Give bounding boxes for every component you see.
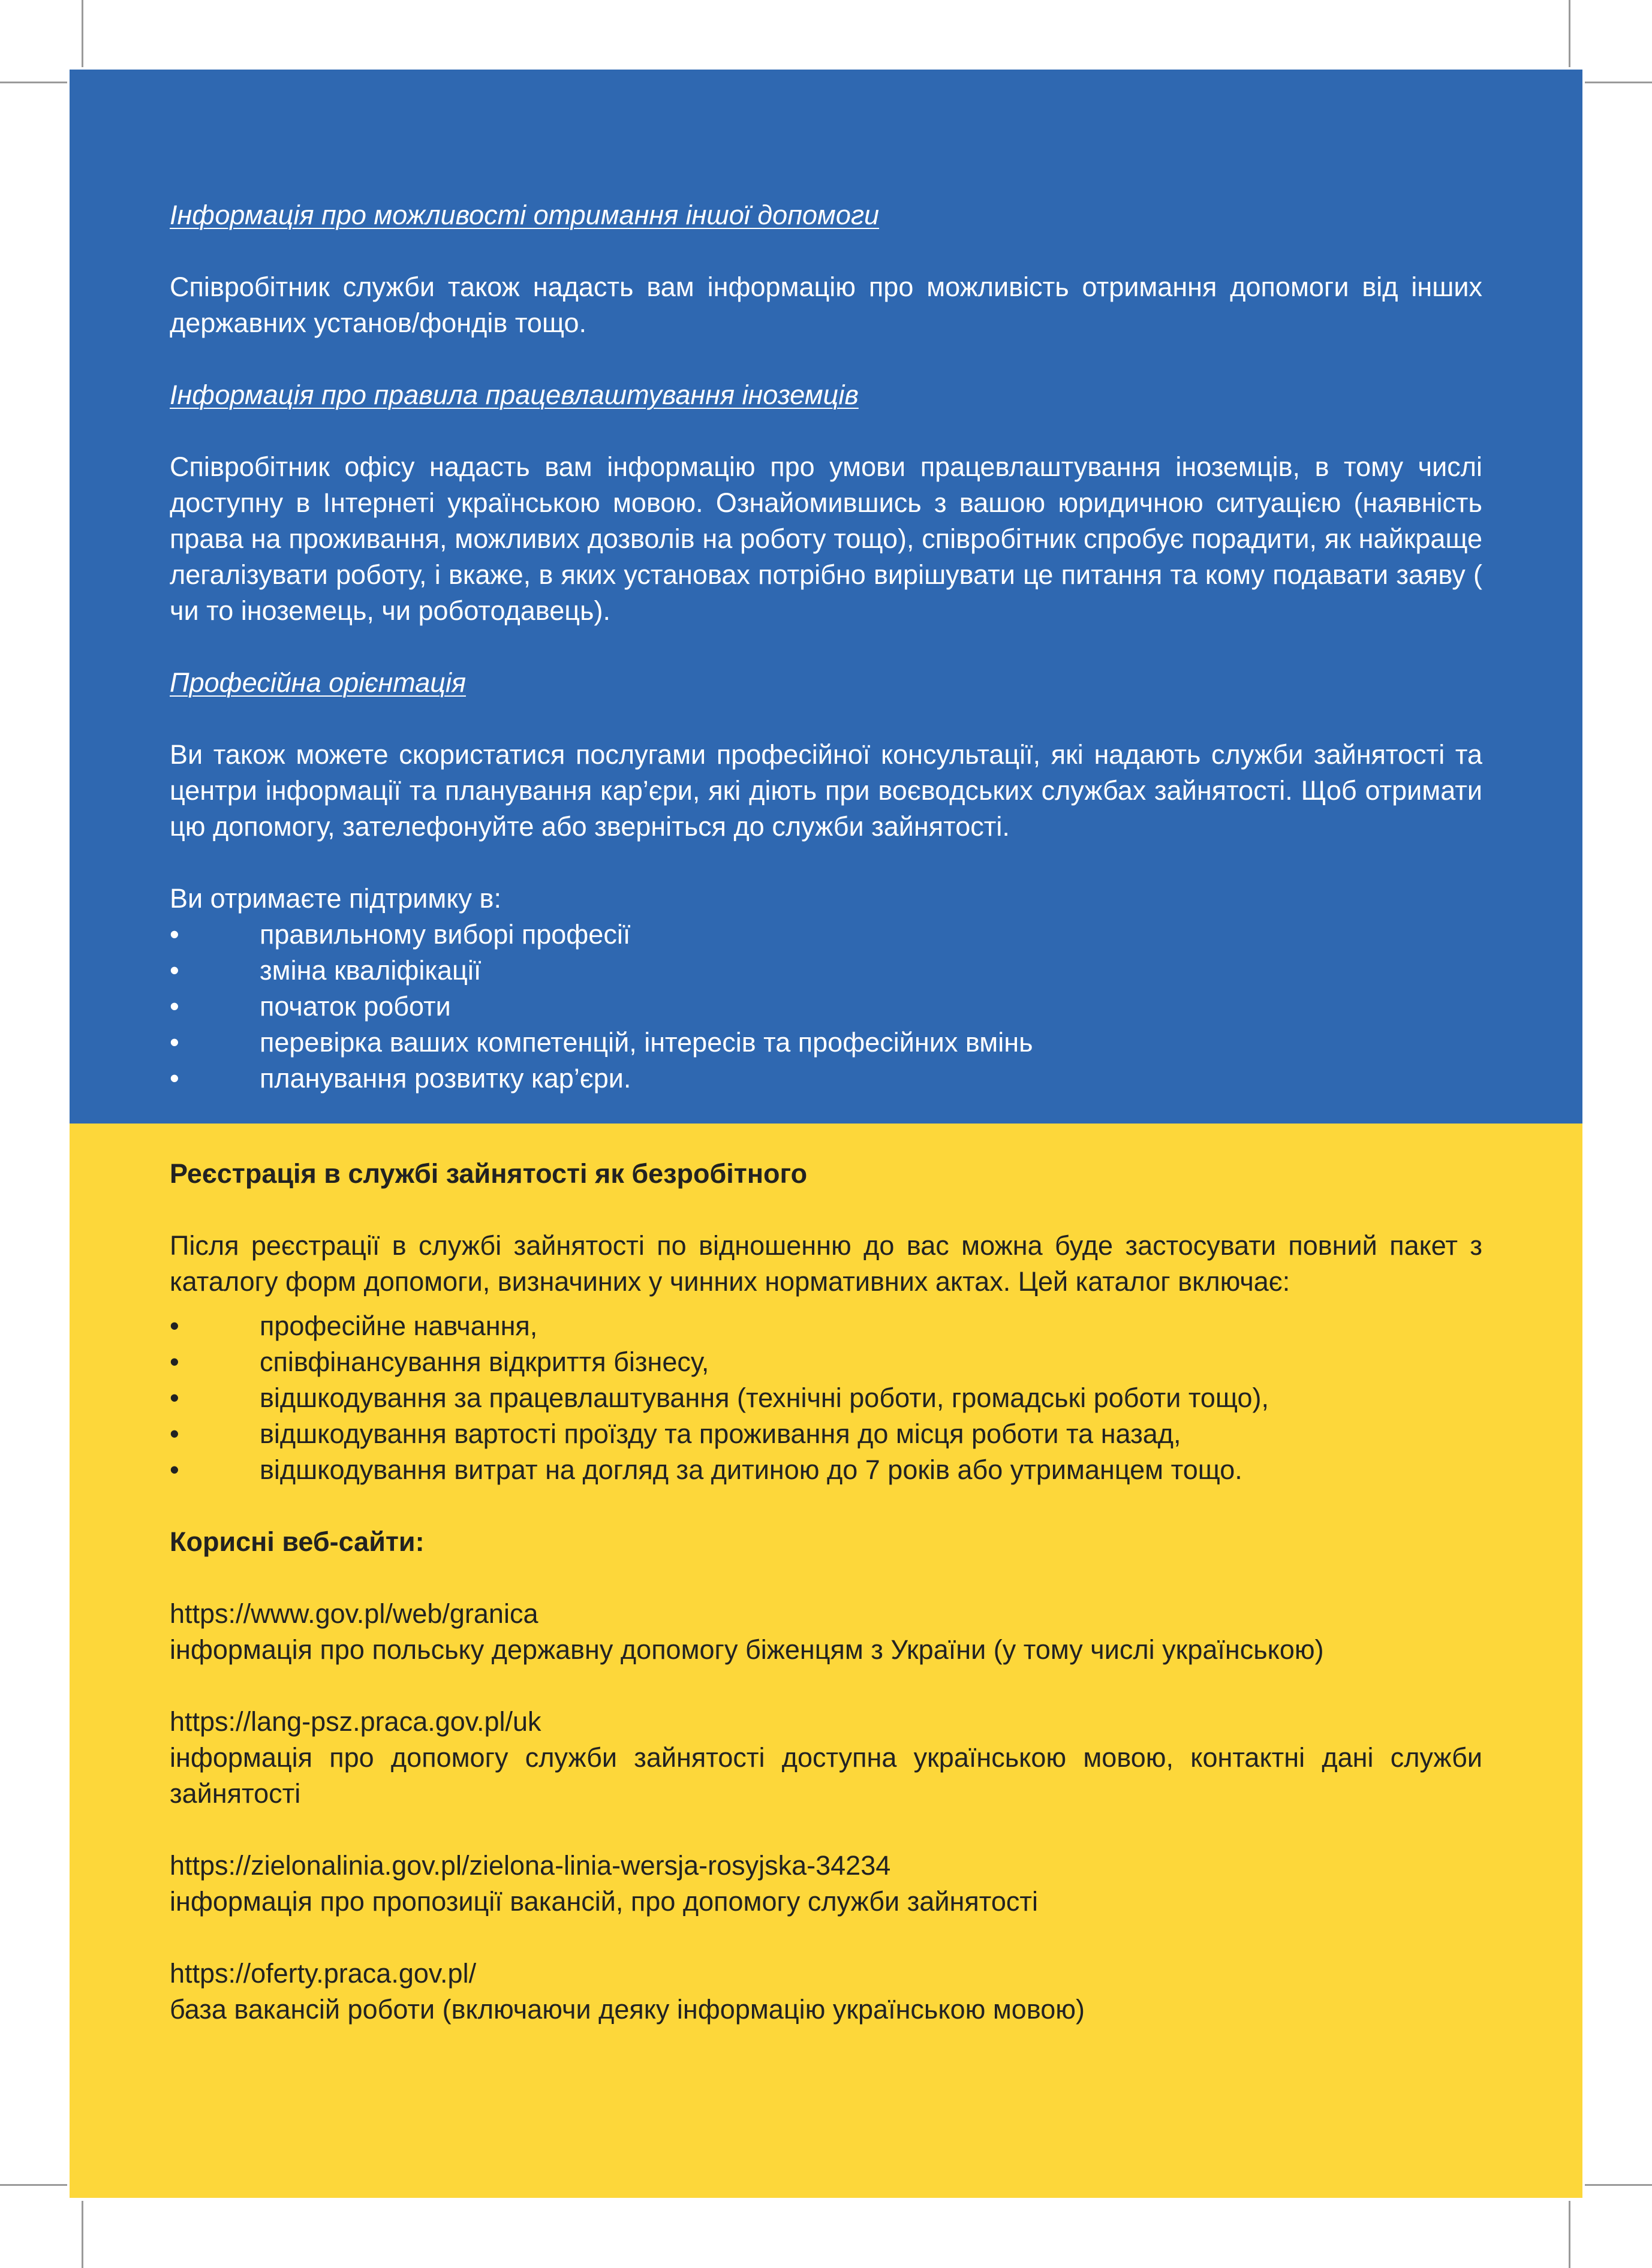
list-item: • відшкодування за працевлаштування (технічні роботи, громадські роботи тощо),	[170, 1380, 1482, 1416]
list-item: • правильному виборі професії	[170, 917, 1482, 953]
bullet-icon: •	[170, 1347, 179, 1377]
support-list	[170, 917, 1482, 1097]
crop-mark	[1569, 0, 1570, 67]
crop-mark	[0, 2184, 67, 2186]
orientation-title: Професійна орієнтація	[170, 667, 466, 698]
crop-mark	[1585, 82, 1652, 83]
leaflet-page	[70, 70, 1582, 2198]
list-item: • планування розвитку кар’єри.	[170, 1061, 1482, 1097]
support-intro: Ви отримаєте підтримку в:	[170, 883, 501, 914]
bullet-icon: •	[170, 991, 179, 1022]
website-description: інформація про пропозиції вакансій, про допомогу служби зайнятості	[170, 1886, 1038, 1917]
crop-mark	[82, 0, 83, 67]
list-item: • відшкодування витрат на догляд за дитиною до 7 років або утриманцем тощо.	[170, 1452, 1482, 1488]
bullet-icon: •	[170, 1383, 179, 1413]
list-item: • професійне навчання,	[170, 1308, 1482, 1344]
other-help-title: Інформація про можливості отримання іншої допомоги	[170, 200, 880, 230]
orientation-body: Ви також можете скористатися послугами професійної консультації, які надають служби зайнятості та центри інформації та планування кар’єри, які діють при воєводських службах зайнятості. Щоб отримати цю допомогу, зателефонуйте або зверніться до служби зайнятості.	[170, 739, 1482, 842]
website-entry	[170, 1704, 1482, 1812]
websites-title: Корисні веб-сайти:	[170, 1526, 425, 1557]
other-help-body: Співробітник служби також надасть вам інформацію про можливість отримання допомоги від інших державних установ/фондів тощо.	[170, 272, 1482, 338]
list-item: • перевірка ваших компетенцій, інтересів та професійних вмінь	[170, 1025, 1482, 1061]
list-item: • відшкодування вартості проїзду та проживання до місця роботи та назад,	[170, 1416, 1482, 1452]
registration-list	[170, 1308, 1482, 1488]
bullet-icon: •	[170, 1418, 179, 1449]
crop-mark	[1585, 2184, 1652, 2186]
bullet-icon: •	[170, 1311, 179, 1341]
crop-mark	[82, 2201, 83, 2268]
website-entry	[170, 1596, 1482, 1668]
yellow-panel	[70, 1124, 1582, 2198]
list-item: • початок роботи	[170, 989, 1482, 1025]
website-entry	[170, 1956, 1482, 2028]
website-link[interactable]: https://www.gov.pl/web/granica	[170, 1598, 538, 1629]
crop-mark	[1569, 2201, 1570, 2268]
list-item: • співфінансування відкриття бізнесу,	[170, 1344, 1482, 1380]
bullet-icon: •	[170, 919, 179, 950]
foreigners-title: Інформація про правила працевлаштування іноземців	[170, 379, 859, 410]
foreigners-body: Співробітник офісу надасть вам інформацію про умови працевлаштування іноземців, в тому числі доступну в Інтернеті українською мовою. Ознайомившись з вашою юридичною ситуацією (наявність права на проживання, можливих дозволів на роботу тощо), співробітник спробує порадити, як найкраще легалізувати роботу, і вкаже, в яких установах потрібно вирішувати це питання та кому подавати заяву ( чи то іноземець, чи роботодавець).	[170, 451, 1482, 626]
registration-body: Після реєстрації в службі зайнятості по відношенню до вас можна буде застосувати повний пакет з каталогу форм допомоги, визначиних у чинних нормативних актах. Цей каталог включає:	[170, 1230, 1482, 1297]
registration-title: Реєстрація в службі зайнятості як безробітного	[170, 1158, 808, 1189]
website-link[interactable]: https://zielonalinia.gov.pl/zielona-linia-wersja-rosyjska-34234	[170, 1850, 891, 1881]
website-description: база вакансій роботи (включаючи деяку інформацію українською мовою)	[170, 1994, 1085, 2025]
website-description: інформація про польську державну допомогу біженцям з України (у тому числі українською)	[170, 1634, 1324, 1665]
website-description: інформація про допомогу служби зайнятості доступна українською мовою, контактні дані служби зайнятості	[170, 1742, 1482, 1809]
list-item: • зміна кваліфікації	[170, 953, 1482, 989]
website-entry	[170, 1848, 1482, 1920]
crop-mark	[0, 82, 67, 83]
blue-panel	[70, 70, 1582, 1124]
bullet-icon: •	[170, 1027, 179, 1058]
bullet-icon: •	[170, 955, 179, 986]
bullet-icon: •	[170, 1454, 179, 1485]
website-link[interactable]: https://oferty.praca.gov.pl/	[170, 1958, 477, 1989]
bullet-icon: •	[170, 1063, 179, 1094]
website-link[interactable]: https://lang-psz.praca.gov.pl/uk	[170, 1706, 541, 1737]
